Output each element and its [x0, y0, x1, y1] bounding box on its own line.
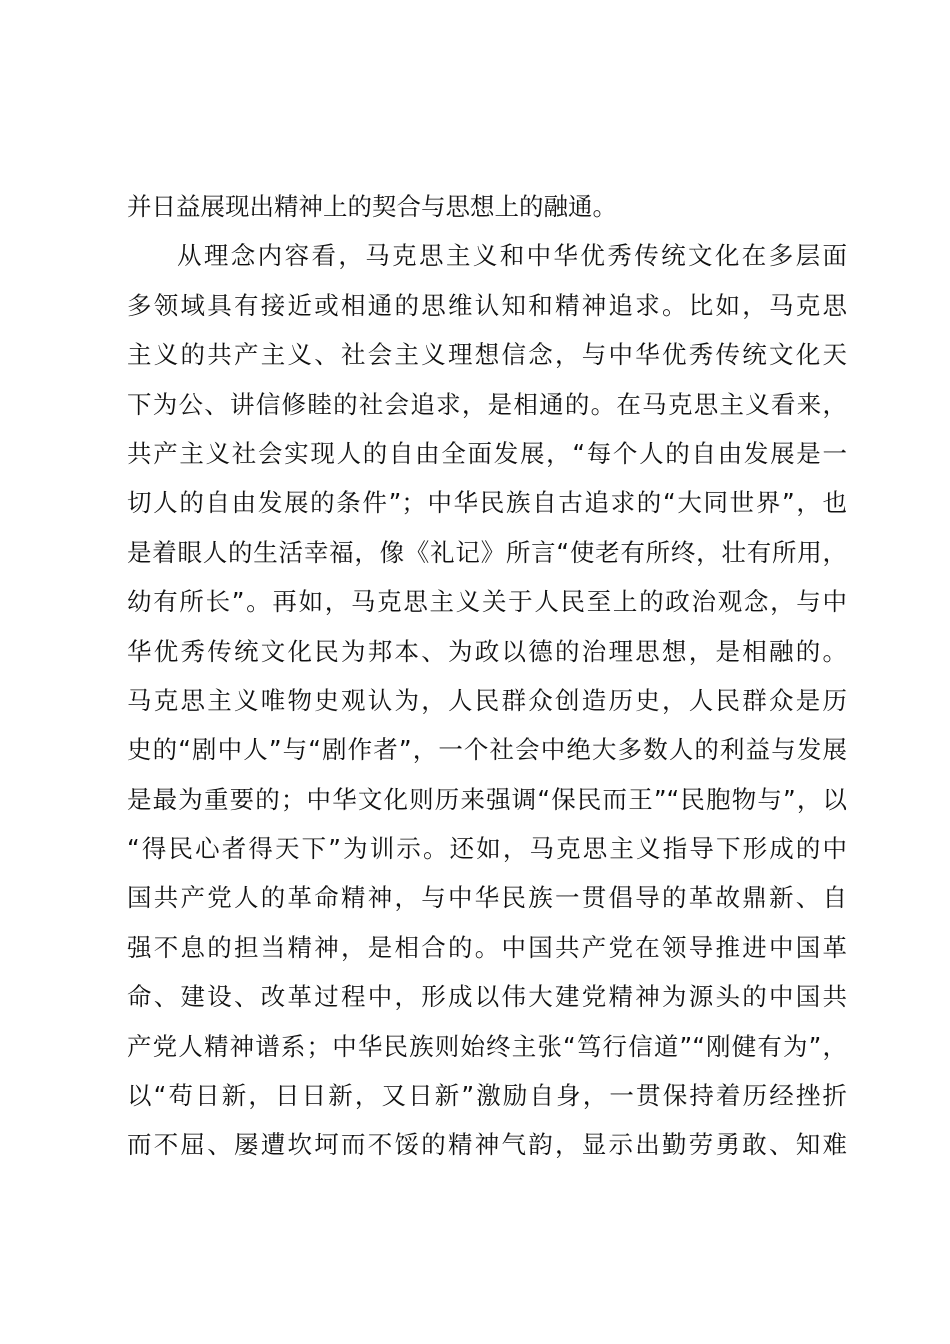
text-line: 产党人精神谱系；中华民族则始终主张“笃行信道”“刚健有为”， [127, 1031, 847, 1061]
text-line: 下为公、讲信修睦的社会追求，是相通的。在马克思主义看来， [127, 389, 847, 419]
text-line: “得民心者得天下”为训示。还如，马克思主义指导下形成的中 [127, 834, 847, 864]
text-line: 而不屈、屡遭坎坷而不馁的精神气韵，显示出勤劳勇敢、知难 [127, 1130, 847, 1160]
text-line: 以“苟日新，日日新，又日新”激励自身，一贯保持着历经挫折 [127, 1081, 847, 1111]
text-line: 幼有所长”。再如，马克思主义关于人民至上的政治观念，与中 [127, 587, 847, 617]
text-line: 史的“剧中人”与“剧作者”，一个社会中绝大多数人的利益与发展 [127, 735, 847, 765]
text-line: 主义的共产主义、社会主义理想信念，与中华优秀传统文化天 [127, 340, 847, 370]
text-line: 切人的自由发展的条件”；中华民族自古追求的“大同世界”，也 [127, 488, 847, 518]
text-line: 是最为重要的；中华文化则历来强调“保民而王”“民胞物与”，以 [127, 784, 847, 814]
text-line: 国共产党人的革命精神，与中华民族一贯倡导的革故鼎新、自 [127, 883, 847, 913]
text-line: 多领域具有接近或相通的思维认知和精神追求。比如，马克思 [127, 290, 847, 320]
text-line: 命、建设、改革过程中，形成以伟大建党精神为源头的中国共 [127, 982, 847, 1012]
text-line: 华优秀传统文化民为邦本、为政以德的治理思想，是相融的。 [127, 636, 847, 666]
body-text [127, 182, 847, 1170]
text-line: 马克思主义唯物史观认为，人民群众创造历史，人民群众是历 [127, 685, 847, 715]
text-line: 并日益展现出精神上的契合与思想上的融通。 [127, 192, 617, 221]
paragraph-first-line: 从理念内容看，马克思主义和中华优秀传统文化在多层面 [177, 241, 847, 271]
text-line: 共产主义社会实现人的自由全面发展，“每个人的自由发展是一 [127, 438, 847, 468]
text-line: 强不息的担当精神，是相合的。中国共产党在领导推进中国革 [127, 932, 847, 962]
text-line: 是着眼人的生活幸福，像《礼记》所言“使老有所终，壮有所用， [127, 537, 847, 567]
